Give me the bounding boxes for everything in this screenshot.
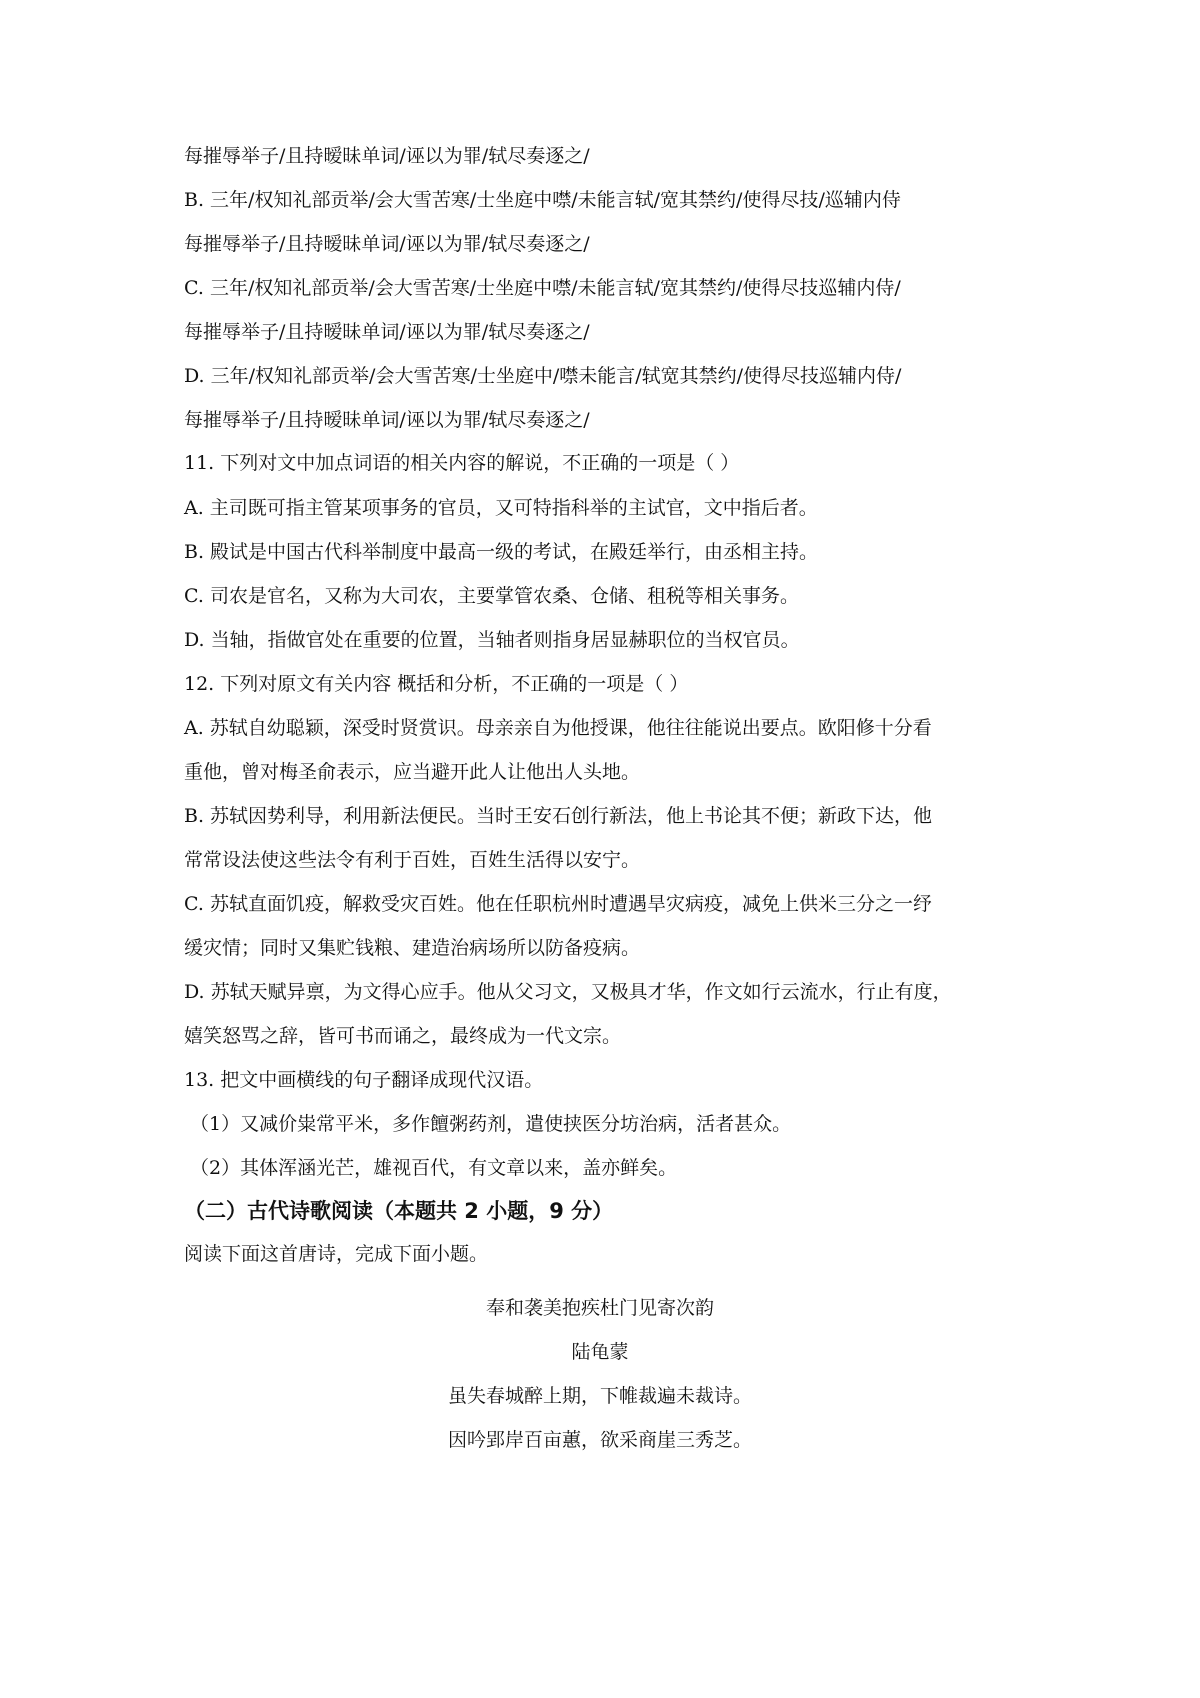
q12-option-a-line1: A. 苏轼自幼聪颖，深受时贤赏识。母亲亲自为他授课，他往往能说出要点。欧阳修十分看 — [184, 717, 932, 739]
q12-option-b-line1: B. 苏轼因势利导，利用新法便民。当时王安石创行新法，他上书论其不便；新政下达，他 — [184, 805, 933, 827]
q12-option-c-line1: C. 苏轼直面饥疫，解救受灾百姓。他在任职杭州时遭遇旱灾病疫，减免上供米三分之一纾 — [184, 893, 932, 915]
q11-option-a: A. 主司既可指主管某项事务的官员，又可特指科举的主试官，文中指后者。 — [184, 497, 818, 519]
q11-stem: 11. 下列对文中加点词语的相关内容的解说，不正确的一项是（ ） — [184, 452, 740, 474]
q12-option-b-line2: 常常设法使这些法令有利于百姓，百姓生活得以安宁。 — [184, 849, 641, 871]
q10-option-b-continuation: 每摧辱举子/且持暧昧单词/诬以为罪/轼尽奏逐之/ — [184, 233, 590, 255]
q10-option-d-continuation: 每摧辱举子/且持暧昧单词/诬以为罪/轼尽奏逐之/ — [184, 409, 590, 431]
q11-option-d: D. 当轴，指做官处在重要的位置，当轴者则指身居显赫职位的当权官员。 — [184, 629, 800, 651]
q10-option-b: B. 三年/权知礼部贡举/会大雪苦寒/士坐庭中噤/未能言轼/宽其禁约/使得尽技/巡辅内侍 — [184, 189, 901, 211]
q10-option-c-continuation: 每摧辱举子/且持暧昧单词/诬以为罪/轼尽奏逐之/ — [184, 321, 590, 343]
poem-line-1: 虽失春城醉上期，下帷裁遍未裁诗。 — [447, 1385, 752, 1407]
q12-option-c-line2: 缓灾情；同时又集贮钱粮、建造治病场所以防备疫病。 — [184, 937, 641, 959]
poem-title: 奉和袭美抱疾杜门见寄次韵 — [485, 1297, 714, 1319]
q12-option-d-line1: D. 苏轼天赋异禀，为文得心应手。他从父习文，又极具才华，作文如行云流水，行止有度， — [184, 981, 952, 1003]
q13-sentence-1: （1）又减价粜常平米，多作饘粥药剂，遣使挟医分坊治病，活者甚众。 — [190, 1113, 792, 1135]
q10-option-d: D. 三年/权知礼部贡举/会大雪苦寒/士坐庭中/噤未能言/轼宽其禁约/使得尽技巡辅内侍/ — [184, 365, 902, 387]
q10-option-c: C. 三年/权知礼部贡举/会大雪苦寒/士坐庭中噤/未能言轼/宽其禁约/使得尽技巡辅内侍/ — [184, 277, 901, 299]
q12-option-d-line2: 嬉笑怒骂之辞，皆可书而诵之，最终成为一代文宗。 — [184, 1025, 622, 1047]
poetry-instructions: 阅读下面这首唐诗，完成下面小题。 — [184, 1243, 489, 1265]
q13-sentence-2: （2）其体浑涵光芒，雄视百代，有文章以来，盖亦鲜矣。 — [190, 1157, 678, 1179]
q13-stem: 13. 把文中画横线的句子翻译成现代汉语。 — [184, 1069, 544, 1091]
poem-author: 陆龟蒙 — [571, 1341, 629, 1363]
q10-option-a-continuation: 每摧辱举子/且持暧昧单词/诬以为罪/轼尽奏逐之/ — [184, 145, 590, 167]
q12-stem: 12. 下列对原文有关内容 概括和分析，不正确的一项是（ ） — [184, 673, 689, 695]
q11-option-c: C. 司农是官名，又称为大司农，主要掌管农桑、仓储、租税等相关事务。 — [184, 585, 799, 607]
section-heading-poetry: （二）古代诗歌阅读（本题共 2 小题，9 分） — [184, 1199, 614, 1223]
q12-option-a-line2: 重他，曾对梅圣俞表示，应当避开此人让他出人头地。 — [184, 761, 641, 783]
q11-option-b: B. 殿试是中国古代科举制度中最高一级的考试，在殿廷举行，由丞相主持。 — [184, 541, 819, 563]
poem-line-2: 因吟郢岸百亩蕙，欲采商崖三秀芝。 — [447, 1429, 752, 1451]
